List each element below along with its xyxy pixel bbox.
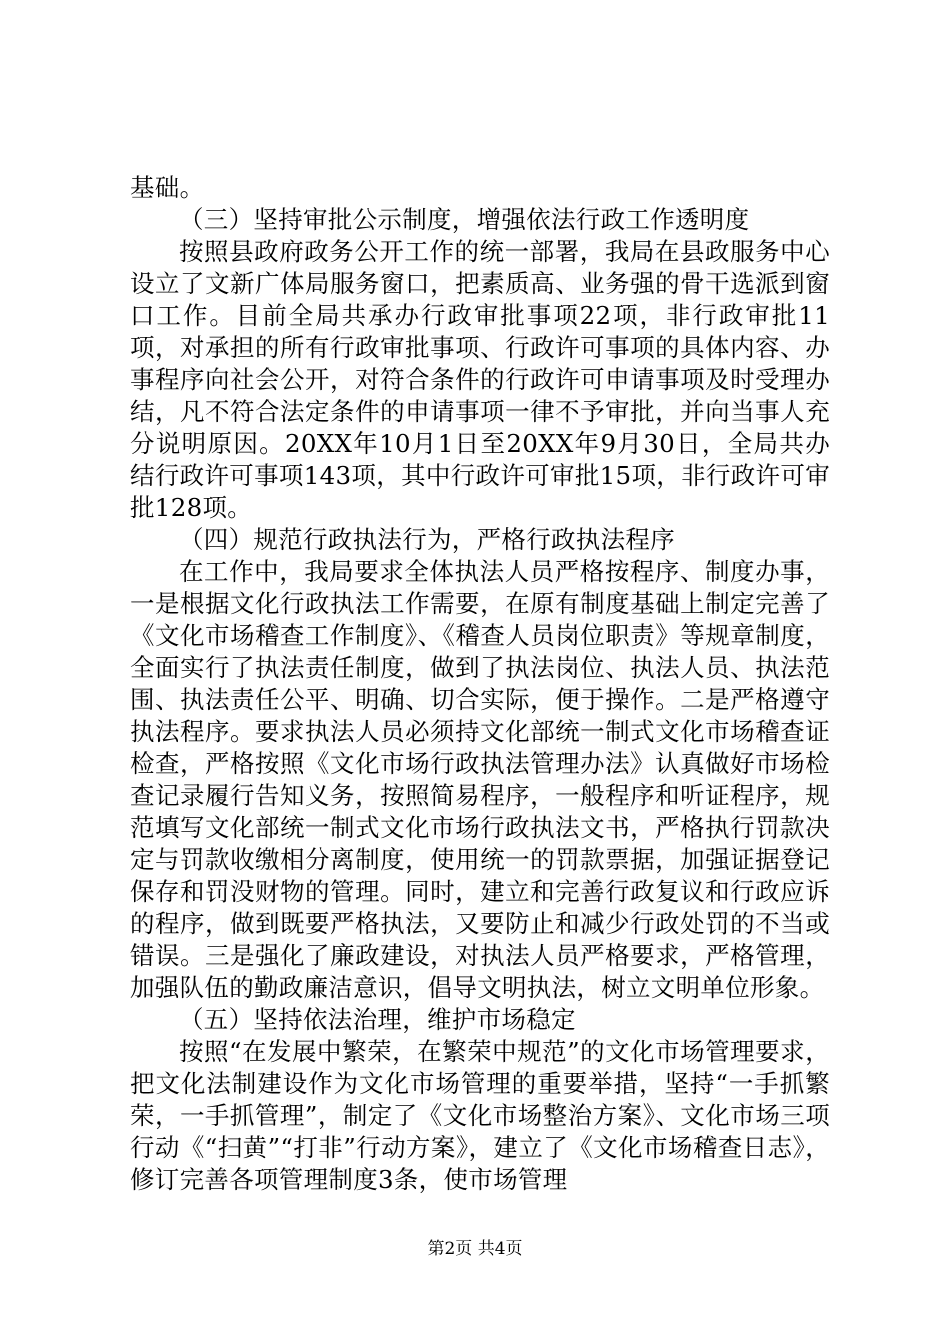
- paragraph-governance: 按照“在发展中繁荣，在繁荣中规范”的文化市场管理要求，把文化法制建设作为文化市场管理的重要举措，坚持“一手抓繁荣，一手抓管理”，制定了《文化市场整治方案》、文化市场三项行动《“扫黄”“打非”行动方案》，建立了《文化市场稽查日志》，修订完善各项管理制度3条，使市场管理: [130, 1037, 830, 1194]
- section-heading-3: （三）坚持审批公示制度，增强依法行政工作透明度: [179, 205, 750, 234]
- paragraph-enforcement: 在工作中，我局要求全体执法人员严格按程序、制度办事，一是根据文化行政执法工作需要，在原有制度基础上制定完善了《文化市场稽查工作制度》、《稽查人员岗位职责》等规章制度，全面实行了执法责任制度，做到了执法岗位、执法人员、执法范围、执法责任公平、明确、切合实际，便于操作。二是严格遵守执法程序。要求执法人员必须持文化部统一制式文化市场稽查证检查，严格按照《文化市场行政执法管理办法》认真做好市场检查记录履行告知义务，按照简易程序，一般程序和听证程序，规范填写文化部统一制式文化市场行政执法文书，严格执行罚款决定与罚款收缴相分离制度，使用统一的罚款票据，加强证据登记保存和罚没财物的管理。同时，建立和完善行政复议和行政应诉的程序，做到既要严格执法，又要防止和减少行政处罚的不当或错误。三是强化了廉政建设，对执法人员严格要求，严格管理，加强队伍的勤政廉洁意识，倡导文明执法，树立文明单位形象。: [130, 557, 830, 1002]
- page-number-label: 第2页 共4页: [427, 1239, 523, 1259]
- document-body: [130, 172, 830, 1196]
- paragraph-continuation: 基础。: [130, 173, 205, 202]
- section-heading-4: （四）规范行政执法行为，严格行政执法程序: [179, 525, 675, 554]
- section-heading-5: （五）坚持依法治理，维护市场稳定: [179, 1005, 576, 1034]
- paragraph-approval: 按照县政府政务公开工作的统一部署，我局在县政服务中心设立了文新广体局服务窗口，把素质高、业务强的骨干选派到窗口工作。目前全局共承办行政审批事项22项，非行政审批11项，对承担的所有行政审批事项、行政许可事项的具体内容、办事程序向社会公开，对符合条件的行政许可申请事项及时受理办结，凡不符合法定条件的申请事项一律不予审批，并向当事人充分说明原因。20XX年10月1日至20XX年9月30日，全局共办结行政许可事项143项，其中行政许可审批15项，非行政许可审批128项。: [130, 237, 830, 522]
- page-footer: [0, 1238, 950, 1260]
